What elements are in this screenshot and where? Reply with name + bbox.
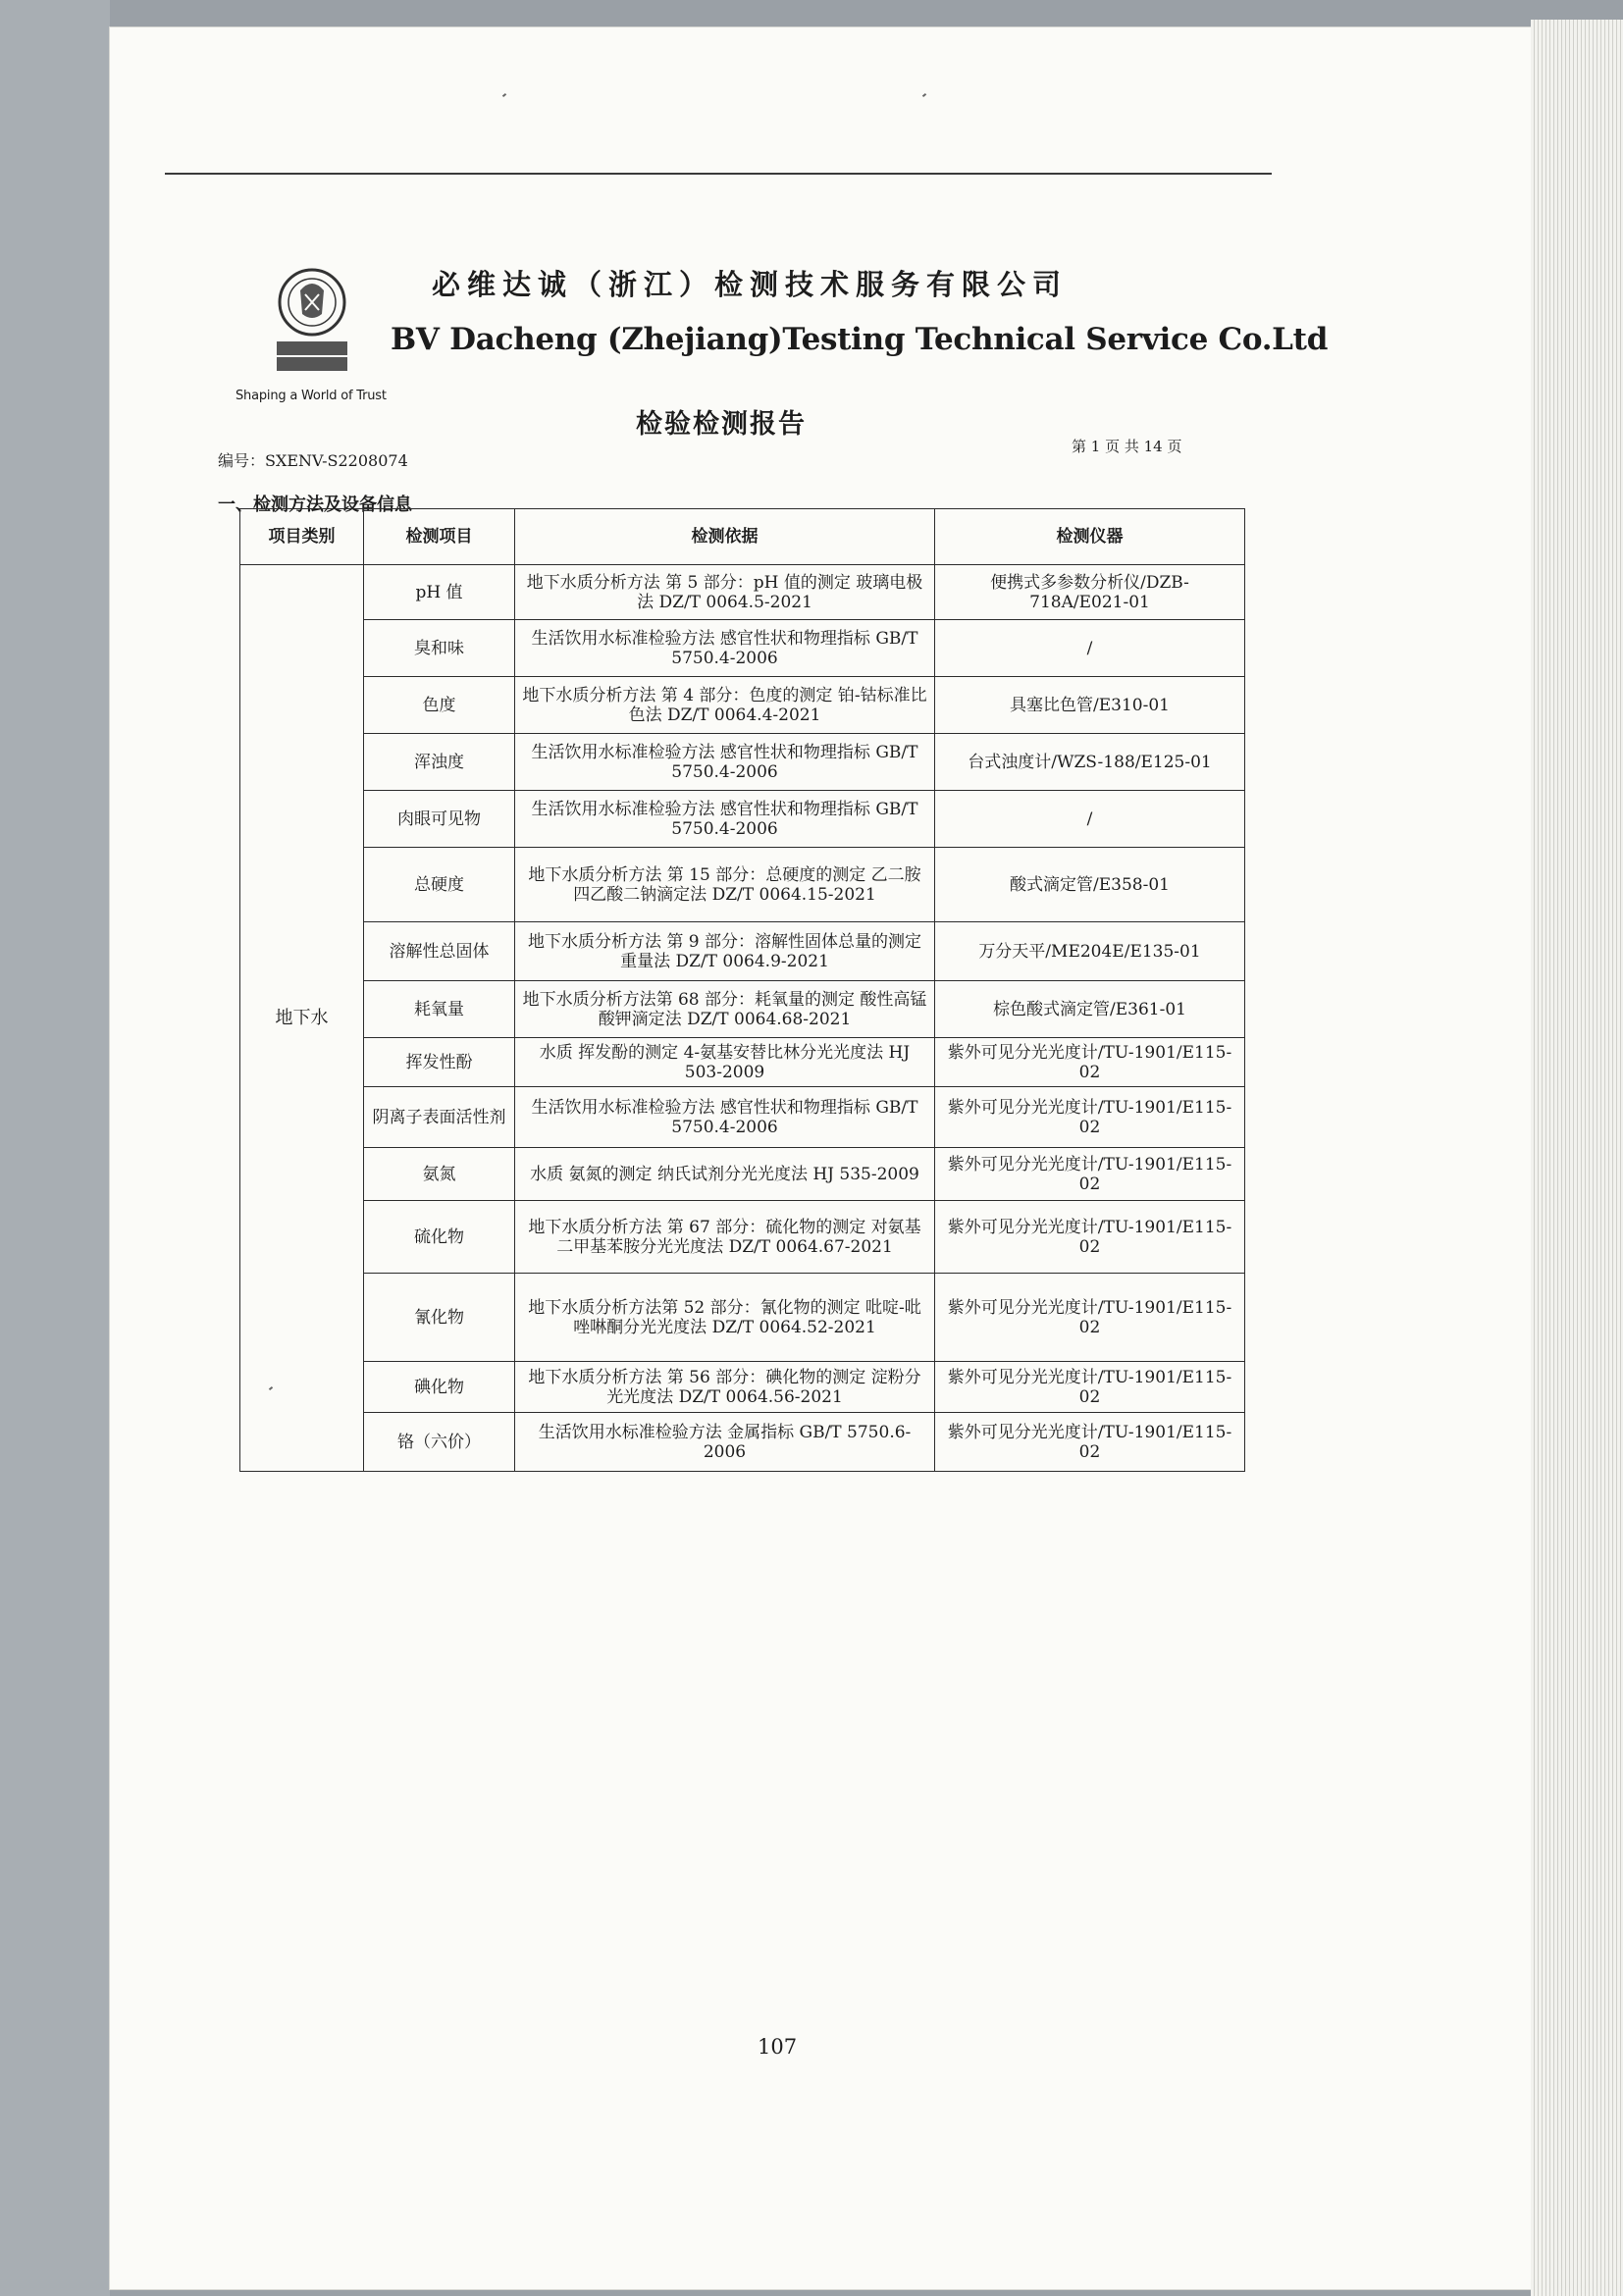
table-row [240, 981, 1245, 1038]
header-item: 检测项目 [364, 509, 515, 565]
header-category: 项目类别 [240, 509, 364, 565]
report-number: 编号：SXENV-S2208074 [218, 451, 408, 470]
page-info: 第 1 页 共 14 页 [1072, 438, 1182, 455]
basis-cell: 地下水质分析方法 第 56 部分：碘化物的测定 淀粉分光光度法 DZ/T 0064.56-2021 [515, 1362, 935, 1413]
item-cell: 挥发性酚 [364, 1038, 515, 1087]
item-cell: 肉眼可见物 [364, 791, 515, 848]
basis-cell: 生活饮用水标准检验方法 感官性状和物理指标 GB/T 5750.4-2006 [515, 734, 935, 791]
basis-cell: 地下水质分析方法 第 5 部分：pH 值的测定 玻璃电极法 DZ/T 0064.5-2021 [515, 565, 935, 620]
methods-table [239, 508, 1245, 1472]
instrument-cell: 棕色酸式滴定管/E361-01 [935, 981, 1245, 1038]
item-cell: 铬（六价） [364, 1413, 515, 1472]
instrument-cell: / [935, 620, 1245, 677]
item-cell: 浑浊度 [364, 734, 515, 791]
table-row [240, 677, 1245, 734]
bureau-veritas-logo [273, 267, 351, 377]
table-row [240, 1201, 1245, 1274]
instrument-cell: 紫外可见分光光度计/TU-1901/E115-02 [935, 1038, 1245, 1087]
company-name-cn: 必维达诚（浙江）检测技术服务有限公司 [432, 268, 1069, 301]
table-row [240, 848, 1245, 922]
instrument-cell: 酸式滴定管/E358-01 [935, 848, 1245, 922]
item-cell: 碘化物 [364, 1362, 515, 1413]
table-row [240, 620, 1245, 677]
basis-cell: 生活饮用水标准检验方法 金属指标 GB/T 5750.6-2006 [515, 1413, 935, 1472]
basis-cell: 生活饮用水标准检验方法 感官性状和物理指标 GB/T 5750.4-2006 [515, 1087, 935, 1148]
table-body [240, 565, 1245, 1472]
table-row [240, 734, 1245, 791]
basis-cell: 地下水质分析方法 第 4 部分：色度的测定 铂-钴标准比色法 DZ/T 0064.4-2021 [515, 677, 935, 734]
table-row [240, 791, 1245, 848]
basis-cell: 水质 氨氮的测定 纳氏试剂分光光度法 HJ 535-2009 [515, 1148, 935, 1201]
basis-cell: 地下水质分析方法第 68 部分：耗氧量的测定 酸性高锰酸钾滴定法 DZ/T 0064.68-2021 [515, 981, 935, 1038]
header-rule [165, 173, 1272, 175]
instrument-cell: 紫外可见分光光度计/TU-1901/E115-02 [935, 1148, 1245, 1201]
basis-cell: 地下水质分析方法 第 9 部分：溶解性固体总量的测定 重量法 DZ/T 0064.9-2021 [515, 922, 935, 981]
basis-cell: 生活饮用水标准检验方法 感官性状和物理指标 GB/T 5750.4-2006 [515, 620, 935, 677]
instrument-cell: 紫外可见分光光度计/TU-1901/E115-02 [935, 1413, 1245, 1472]
category-cell: 地下水 [240, 565, 364, 1472]
item-cell: 色度 [364, 677, 515, 734]
item-cell: 氰化物 [364, 1274, 515, 1362]
instrument-cell: 紫外可见分光光度计/TU-1901/E115-02 [935, 1362, 1245, 1413]
item-cell: 总硬度 [364, 848, 515, 922]
basis-cell: 生活饮用水标准检验方法 感官性状和物理指标 GB/T 5750.4-2006 [515, 791, 935, 848]
scan-background [0, 0, 110, 2296]
instrument-cell: 紫外可见分光光度计/TU-1901/E115-02 [935, 1201, 1245, 1274]
instrument-cell: 台式浊度计/WZS-188/E125-01 [935, 734, 1245, 791]
item-cell: 耗氧量 [364, 981, 515, 1038]
table-row [240, 1274, 1245, 1362]
table-row [240, 1148, 1245, 1201]
table-row [240, 565, 1245, 620]
header-instrument: 检测仪器 [935, 509, 1245, 565]
table-row [240, 922, 1245, 981]
basis-cell: 地下水质分析方法 第 67 部分：硫化物的测定 对氨基二甲基苯胺分光光度法 DZ/T 0064.67-2021 [515, 1201, 935, 1274]
basis-cell: 水质 挥发酚的测定 4-氨基安替比林分光光度法 HJ 503-2009 [515, 1038, 935, 1087]
instrument-cell: / [935, 791, 1245, 848]
basis-cell: 地下水质分析方法 第 15 部分：总硬度的测定 乙二胺四乙酸二钠滴定法 DZ/T 0064.15-2021 [515, 848, 935, 922]
table-header-row [240, 509, 1245, 565]
instrument-cell: 具塞比色管/E310-01 [935, 677, 1245, 734]
page-stack-edges [1531, 20, 1623, 2296]
header-basis: 检测依据 [515, 509, 935, 565]
instrument-cell: 万分天平/ME204E/E135-01 [935, 922, 1245, 981]
item-cell: 阴离子表面活性剂 [364, 1087, 515, 1148]
report-title: 检验检测报告 [636, 409, 807, 440]
page-number: 107 [758, 2035, 798, 2059]
instrument-cell: 便携式多参数分析仪/DZB-718A/E021-01 [935, 565, 1245, 620]
table-row [240, 1362, 1245, 1413]
table-row [240, 1038, 1245, 1087]
item-cell: 氨氮 [364, 1148, 515, 1201]
basis-cell: 地下水质分析方法第 52 部分：氰化物的测定 吡啶-吡唑啉酮分光光度法 DZ/T 0064.52-2021 [515, 1274, 935, 1362]
table-row [240, 1087, 1245, 1148]
instrument-cell: 紫外可见分光光度计/TU-1901/E115-02 [935, 1087, 1245, 1148]
item-cell: 溶解性总固体 [364, 922, 515, 981]
company-name-en: BV Dacheng (Zhejiang)Testing Technical Service Co.Ltd [391, 322, 1329, 357]
table-row [240, 1413, 1245, 1472]
section-title: 一、检测方法及设备信息 [218, 495, 412, 515]
item-cell: pH 值 [364, 565, 515, 620]
item-cell: 硫化物 [364, 1201, 515, 1274]
instrument-cell: 紫外可见分光光度计/TU-1901/E115-02 [935, 1274, 1245, 1362]
logo-tagline: Shaping a World of Trust [236, 389, 387, 403]
item-cell: 臭和味 [364, 620, 515, 677]
